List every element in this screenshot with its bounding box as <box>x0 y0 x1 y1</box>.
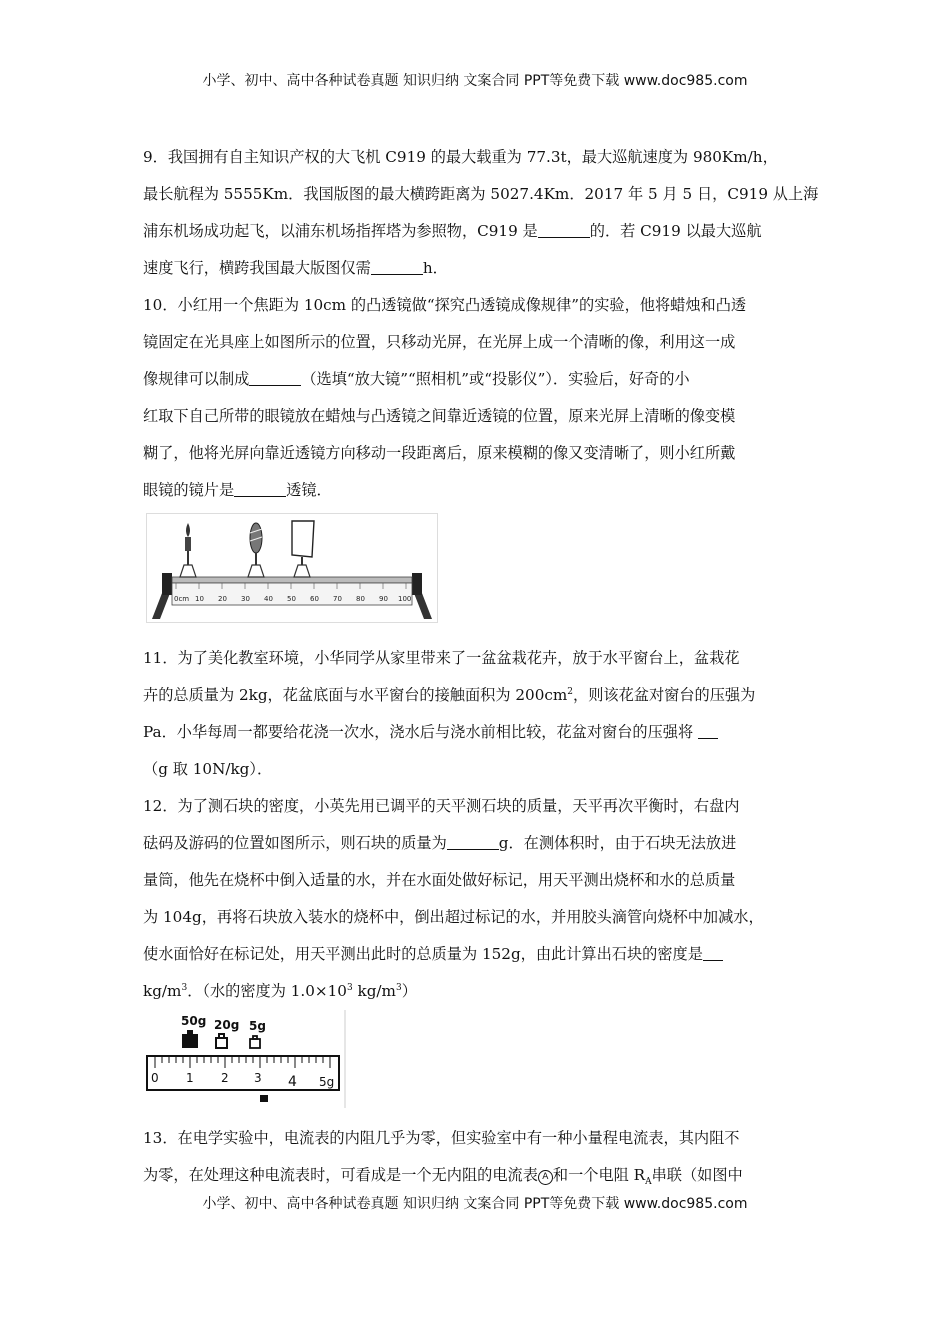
q10-line: 10．小红用一个焦距为 10cm 的凸透镜做“探究凸透镜成像规律”的实验，他将蜡烛和凸透 <box>143 296 747 314</box>
bench-tick-label: 100 <box>398 595 412 603</box>
q11-line: Pa．小华每周一都要给花浇一次水，浇水后与浇水前相比较，花盆对窗台的压强将 <box>143 714 843 751</box>
scale-label: 1 <box>186 1071 194 1085</box>
weight-5g-icon <box>250 1036 260 1048</box>
bench-tick-label: 30 <box>241 595 250 603</box>
rider-icon <box>260 1095 268 1102</box>
q13-line: 13．在电学实验中，电流表的内阻几乎为零，但实验室中有一种小量程电流表，其内阻不 <box>143 1129 740 1147</box>
q10-line: 眼镜的镜片是 透镜． <box>143 481 332 499</box>
q13-line: 为零，在处理这种电流表时，可看成是一个无内阻的电流表 A 和一个电阻 $R_A$串联（如图中 <box>143 1166 743 1188</box>
bench-tick-label: 40 <box>264 595 273 603</box>
q12-line: 使水面恰好在标记处，用天平测出此时的总质量为 152g，由此计算出石块的密度是 <box>143 936 843 973</box>
bench-tick-label: 60 <box>310 595 319 603</box>
q12-line: 量筒，他先在烧杯中倒入适量的水，并在水面处做好标记，用天平测出烧杯和水的总质量 <box>143 871 736 889</box>
q11-line: （g 取 10N/kg）． <box>143 760 273 778</box>
q11-line: 11．为了美化教室环境，小华同学从家里带来了一盆盆栽花卉，放于水平窗台上，盆栽花 <box>143 649 740 667</box>
q9-line: 9．我国拥有自主知识产权的大飞机 C919 的最大载重为 77.3t，最大巡航速度为 980Km/h， <box>143 148 778 166</box>
answer-blank[interactable] <box>234 482 286 497</box>
question-13 <box>143 1120 843 1194</box>
bench-tick-label: 70 <box>333 595 342 603</box>
scale-label: 5g <box>319 1075 335 1089</box>
page-footer: 小学、初中、高中各种试卷真题 知识归纳 文案合同 PPT等免费下载 www.doc985.com <box>202 1196 748 1212</box>
question-12 <box>143 788 843 1010</box>
q10-line: 镜固定在光具座上如图所示的位置，只移动光屏，在光屏上成一个清晰的像，利用这一成 <box>143 333 736 351</box>
convex-lens-icon <box>248 523 264 577</box>
q12-line: 为 104g，再将石块放入装水的烧杯中，倒出超过标记的水，并用胶头滴管向烧杯中加减水， <box>143 908 764 926</box>
candle-icon <box>180 523 196 577</box>
q11-line: 卉的总质量为 2kg，花盆底面与水平窗台的接触面积为 $200cm^2$，则该花盆对窗台的压强为 <box>143 686 756 704</box>
page-header: 小学、初中、高中各种试卷真题 知识归纳 文案合同 PPT等免费下载 www.doc985.com <box>202 73 748 89</box>
q9-line: 最长航程为 5555Km．我国版图的最大横跨距离为 5027.4Km．2017 年 5 月 5 日，C919 从上海 <box>143 185 819 203</box>
weight-50g-icon <box>182 1030 198 1048</box>
bench-unit-label: 0cm <box>174 595 190 603</box>
q10-line: 红取下自己所带的眼镜放在蜡烛与凸透镜之间靠近透镜的位置，原来光屏上清晰的像变模 <box>143 407 736 425</box>
answer-blank[interactable] <box>703 946 723 961</box>
answer-blank[interactable] <box>447 835 499 850</box>
question-11 <box>143 640 843 788</box>
answer-blank[interactable] <box>698 724 718 739</box>
answer-blank[interactable] <box>249 371 301 386</box>
bench-tick-label: 80 <box>356 595 365 603</box>
answer-blank[interactable] <box>371 260 423 275</box>
optical-bench-figure <box>146 513 438 623</box>
bench-tick-label: 10 <box>195 595 204 603</box>
q9-line: 速度飞行，横跨我国最大版图仅需 h． <box>143 259 448 277</box>
q10-line: 像规律可以制成 （选填“放大镜”“照相机”或“投影仪”）．实验后，好奇的小 <box>143 370 690 388</box>
weight-label: 5g <box>249 1019 266 1033</box>
scale-label: 0 <box>151 1071 159 1085</box>
weight-20g-icon <box>216 1034 227 1048</box>
q12-line: 砝码及游码的位置如图所示，则石块的质量为 g．在测体积时，由于石块无法放进 <box>143 834 737 852</box>
bench-tick-label: 90 <box>379 595 388 603</box>
light-screen-icon <box>292 521 314 577</box>
answer-blank[interactable] <box>538 223 590 238</box>
question-9 <box>143 139 843 287</box>
balance-scale-figure <box>143 1010 346 1108</box>
scale-label: 4 <box>288 1074 297 1090</box>
weight-label: 50g <box>181 1014 207 1028</box>
question-10 <box>143 287 843 509</box>
bench-tick-label: 50 <box>287 595 296 603</box>
bench-tick-label: 20 <box>218 595 227 603</box>
q12-line: 12．为了测石块的密度，小英先用已调平的天平测石块的质量，天平再次平衡时，右盘内 <box>143 797 740 815</box>
weight-label: 20g <box>214 1018 240 1032</box>
q10-line: 糊了，他将光屏向靠近透镜方向移动一段距离后，原来模糊的像又变清晰了，则小红所戴 <box>143 444 736 462</box>
scale-label: 3 <box>254 1071 262 1085</box>
q12-line: $kg/m^3$．（水的密度为 $1.0\times 10^3$ $kg/m^3$） <box>143 982 417 1000</box>
scale-label: 2 <box>221 1071 229 1085</box>
q9-line: 浦东机场成功起飞，以浦东机场指挥塔为参照物，C919 是 的．若 C919 以最大巡航 <box>143 222 762 240</box>
ammeter-icon: A <box>538 1170 553 1185</box>
